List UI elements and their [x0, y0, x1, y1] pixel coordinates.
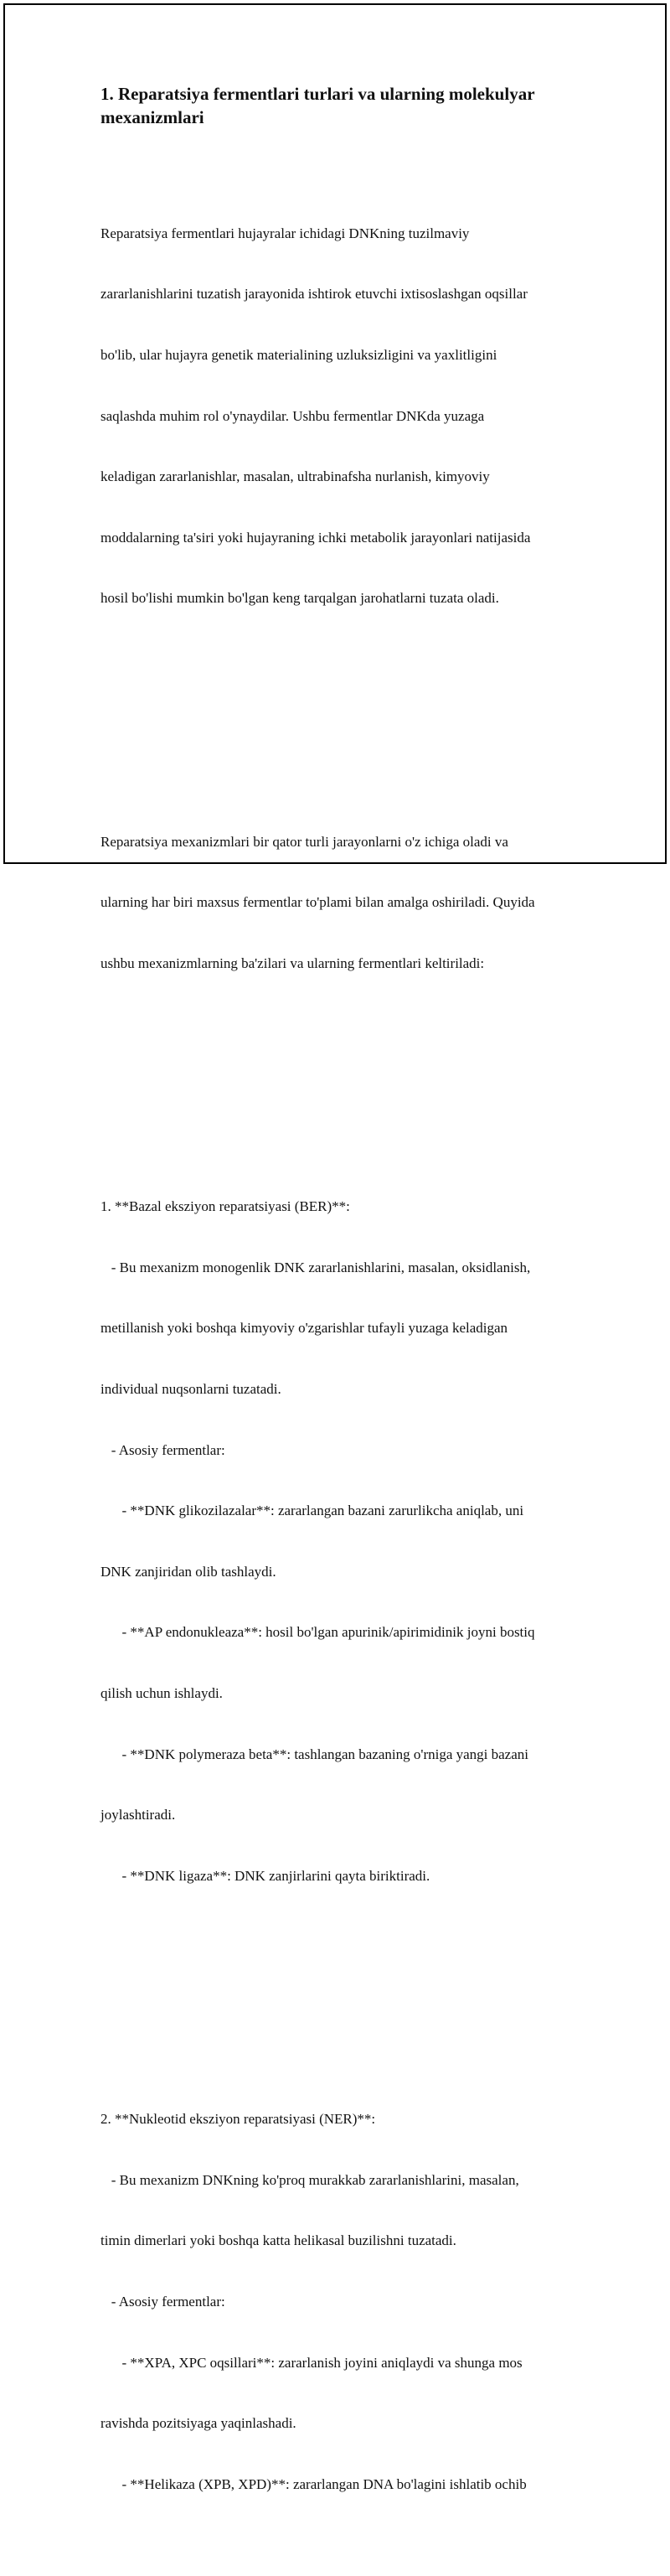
list-item-line: ravishda pozitsiyaga yaqinlashadi.: [100, 2415, 296, 2432]
text-line: moddalarning ta'siri yoki hujayraning ichki metabolik jarayonlari natijasida: [100, 529, 531, 546]
text-line: ularning har biri maxsus fermentlar to'plami bilan amalga oshiriladi. Quyida: [100, 894, 535, 911]
list-item-line: individual nuqsonlarni tuzatadi.: [100, 1380, 281, 1397]
list-item-line: DNK zanjiridan olib tashlaydi.: [100, 1563, 276, 1580]
list-item-line: timin dimerlari yoki boshqa katta helikasal buzilishni tuzatadi.: [100, 2232, 456, 2249]
list-item-line: metillanish yoki boshqa kimyoviy o'zgarishlar tufayli yuzaga keladigan: [100, 1320, 508, 1337]
section-title: [100, 82, 578, 129]
text-line: Reparatsiya fermentlari hujayralar ichidagi DNKning tuzilmaviy: [100, 225, 470, 241]
page-frame: [3, 3, 667, 2492]
text-line: saqlashda muhim rol o'ynaydilar. Ushbu fermentlar DNKda yuzaga: [100, 407, 485, 424]
ber-section: [100, 1156, 578, 1927]
text-line: hosil bo'lishi mumkin bo'lgan keng tarqalgan jarohatlarni tuzata oladi.: [100, 590, 499, 607]
document-content: [100, 82, 578, 2576]
text-line: zararlanishlarini tuzatish jarayonida ishtirok etuvchi ixtisoslashgan oqsillar: [100, 286, 528, 303]
spacer: [100, 711, 578, 731]
text-line: ushbu mexanizmlarning ba'zilari va ularning fermentlari keltiriladi:: [100, 954, 485, 971]
list-item-line: - Asosiy fermentlar:: [100, 2293, 225, 2310]
spacer: [100, 1075, 578, 1095]
text-line: bo'lib, ular hujayra genetik materialining uzluksizligini va yaxlitligini: [100, 347, 497, 364]
list-item-line: - **DNK glikozilazalar**: zararlangan bazani zarurlikcha aniqlab, uni: [100, 1503, 524, 1519]
list-item-line: - **AP endonukleaza**: hosil bo'lgan apurinik/apirimidinik joyni bostiq: [100, 1624, 535, 1641]
list-item-line: - **XPA, XPC oqsillari**: zararlanish joyini aniqlaydi va shunga mos: [100, 2354, 523, 2371]
text-line: Reparatsiya mexanizmlari bir qator turli jarayonlarni o'z ichiga oladi va: [100, 833, 508, 850]
list-item-line: - Bu mexanizm monogenlik DNK zararlanishlarini, masalan, oksidlanish,: [100, 1259, 531, 1275]
mechanisms-paragraph: [100, 791, 578, 1014]
title-line: 1. Reparatsiya fermentlari turlari va ularning molekulyar: [100, 84, 535, 104]
list-item-line: - Asosiy fermentlar:: [100, 1441, 225, 1458]
list-item-line: qilish uchun ishlaydi.: [100, 1685, 223, 1702]
spacer: [100, 129, 578, 142]
list-heading: 1. **Bazal eksziyon reparatsiyasi (BER)**:: [100, 1198, 350, 1215]
list-item-line: - **DNK ligaza**: DNK zanjirlarini qayta biriktiradi.: [100, 1867, 430, 1884]
spacer: [100, 1988, 578, 2008]
list-item-line: - **DNK polymeraza beta**: tashlangan bazaning o'rniga yangi bazani: [100, 1746, 528, 1762]
title-line: mexanizmlari: [100, 107, 204, 127]
text-line: keladigan zararlanishlar, masalan, ultrabinafsha nurlanish, kimyoviy: [100, 468, 490, 485]
list-item-line: - Bu mexanizm DNKning ko'proq murakkab zararlanishlarini, masalan,: [100, 2171, 519, 2188]
list-item-line: joylashtiradi.: [100, 1807, 176, 1823]
list-item-line: - **Helikaza (XPB, XPD)**: zararlangan DNA bo'lagini ishlatib ochib: [100, 2475, 527, 2492]
ner-section: [100, 2069, 578, 2536]
intro-paragraph: [100, 183, 578, 649]
list-heading: 2. **Nukleotid eksziyon reparatsiyasi (NER)**:: [100, 2111, 376, 2128]
